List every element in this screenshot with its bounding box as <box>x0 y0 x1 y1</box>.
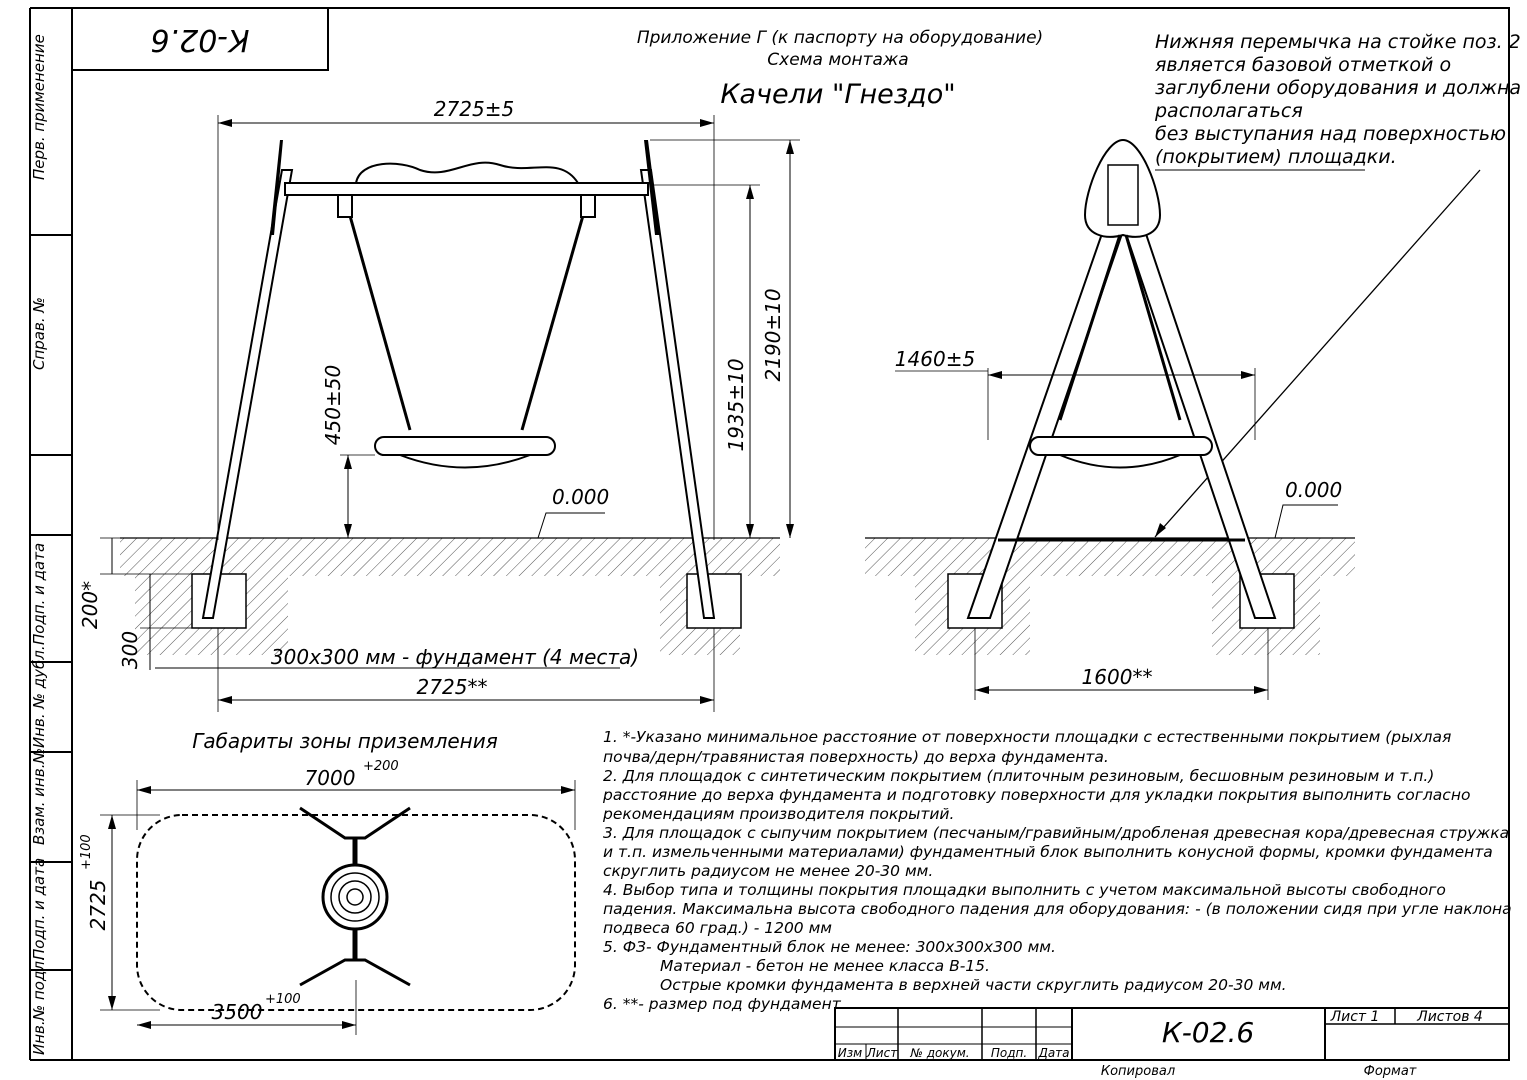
note-line: подвеса 60 град.) - 1200 мм <box>603 919 832 937</box>
col-podp: Подп. <box>990 1046 1028 1060</box>
title-block <box>835 1008 1509 1079</box>
foundation-note: 300x300 мм - фундамент (4 места) <box>270 645 640 669</box>
dim-depth-300: 300 <box>118 630 142 670</box>
dim-half: 3500 <box>211 1000 263 1024</box>
apex-bracket <box>1085 140 1160 237</box>
stamp-mirrored-text: К-02.6 <box>150 22 250 57</box>
chain-left <box>345 198 410 430</box>
col-list: Лист <box>866 1046 898 1060</box>
note-line: скруглить радиусом не менее 20-30 мм. <box>603 862 934 880</box>
level-mark-front: 0.000 <box>552 485 610 509</box>
note-line: 4. Выбор типа и толщины покрытия площадки выполнить с учетом максимальной высоты свободного <box>603 881 1446 899</box>
dim-length-tol: +200 <box>363 759 399 774</box>
note-line: 1. *-Указано минимальное расстояние от поверхности площадки с естественными покрытием (рыхлая <box>603 728 1452 746</box>
top-beam <box>285 183 648 195</box>
col-doc: № докум. <box>910 1046 970 1060</box>
notes <box>602 728 1512 1013</box>
dim-zone-width-tol: +100 <box>79 834 94 870</box>
stamp-mirrored <box>72 8 328 70</box>
copied-label: Копировал <box>1100 1064 1176 1079</box>
note-line: 2. Для площадок с синтетическим покрытием (плиточным резиновым, бесшовным резиновым и т.п.) <box>603 767 1435 785</box>
appendix-text: Приложение Г (к паспорту на оборудование) <box>636 28 1044 48</box>
side-label-podp2: Подп. и дата <box>30 857 48 960</box>
page-title: Качели "Гнездо" <box>720 79 956 110</box>
note-line: рекомендациям производителя покрытий. <box>603 805 955 823</box>
note-line: 5. ФЗ- Фундаментный блок не менее: 300x300x300 мм. <box>603 938 1056 956</box>
side-view <box>865 140 1355 700</box>
swing-plan-view <box>300 808 410 985</box>
note-line: 3. Для площадок с сыпучим покрытием (песчаным/гравийным/дробленая древесная кора/древесная стружка <box>603 824 1510 842</box>
dim-base-front: 2725** <box>416 675 488 699</box>
landing-zone-title: Габариты зоны приземления <box>192 729 498 753</box>
dim-width-side: 1460±5 <box>894 347 976 371</box>
side-label-vzam: Взам. инв.№ <box>30 747 48 845</box>
dim-height-1935: 1935±10 <box>724 358 748 452</box>
header <box>637 28 1043 110</box>
col-data: Дата <box>1038 1046 1070 1060</box>
landing-zone <box>79 729 575 1035</box>
nest-seat <box>375 437 555 468</box>
note-line: расстояние до верха фундамента и подготовку поверхности для укладки покрытия выполнить согласно <box>603 786 1471 804</box>
side-label-podp1: Подп. и дата <box>30 542 48 645</box>
side-labels <box>30 34 48 1055</box>
col-izm: Изм <box>837 1046 863 1060</box>
dim-half-tol: +100 <box>265 992 301 1007</box>
chain-right <box>522 198 588 430</box>
side-label-inv-podl: Инв.№ подл. <box>30 956 48 1055</box>
side-label-sprav: Справ. № <box>30 297 48 370</box>
top-note-line: без выступания над поверхностью <box>1155 123 1507 145</box>
sheet-number: Лист 1 <box>1330 1009 1380 1025</box>
format-label: Формат <box>1363 1064 1417 1079</box>
note-line: Острые кромки фундамента в верхней части скруглить радиусом 20-30 мм. <box>660 976 1287 994</box>
note-line: и т.п. измельченными материалами) фундаментный блок выполнить конусной формы, кромки фундамента <box>603 843 1493 861</box>
dim-length: 7000 <box>304 766 356 790</box>
top-note-line: заглублени оборудования и должна <box>1155 77 1522 99</box>
note-line: почва/дерн/травянистая поверхность) до верха фундамента. <box>603 748 1109 766</box>
dim-zone-width: 2725 <box>86 879 110 931</box>
top-note-line: (покрытием) площадки. <box>1155 146 1397 168</box>
note-line: Материал - бетон не менее класса В-15. <box>660 957 990 975</box>
dim-depth-200: 200* <box>78 580 102 630</box>
note-line: 6. **- размер под фундамент. <box>603 995 846 1013</box>
foundation-block <box>687 574 741 628</box>
top-note-line: Нижняя перемычка на стойке поз. 2 <box>1155 31 1521 53</box>
title-block-code: К-02.6 <box>1161 1016 1255 1049</box>
side-label-inv-dubl: Инв. № дубл. <box>30 645 48 748</box>
sheet-count: Листов 4 <box>1417 1009 1483 1025</box>
dim-base-side: 1600** <box>1081 665 1153 689</box>
dim-width-front: 2725±5 <box>433 97 515 121</box>
scheme-text: Схема монтажа <box>767 50 909 70</box>
note-line: падения. Максимальна высота свободного падения для оборудования: - (в положении сидя при угле наклона <box>603 900 1512 918</box>
dim-height-2190: 2190±10 <box>761 288 785 382</box>
side-label-perv: Перв. применение <box>30 34 48 180</box>
level-mark-side: 0.000 <box>1285 478 1343 502</box>
dim-seat-height: 450±50 <box>321 364 345 446</box>
top-note-line: является базовой отметкой о <box>1155 54 1452 76</box>
top-note-line: располагаться <box>1155 100 1303 122</box>
front-view <box>78 97 800 712</box>
